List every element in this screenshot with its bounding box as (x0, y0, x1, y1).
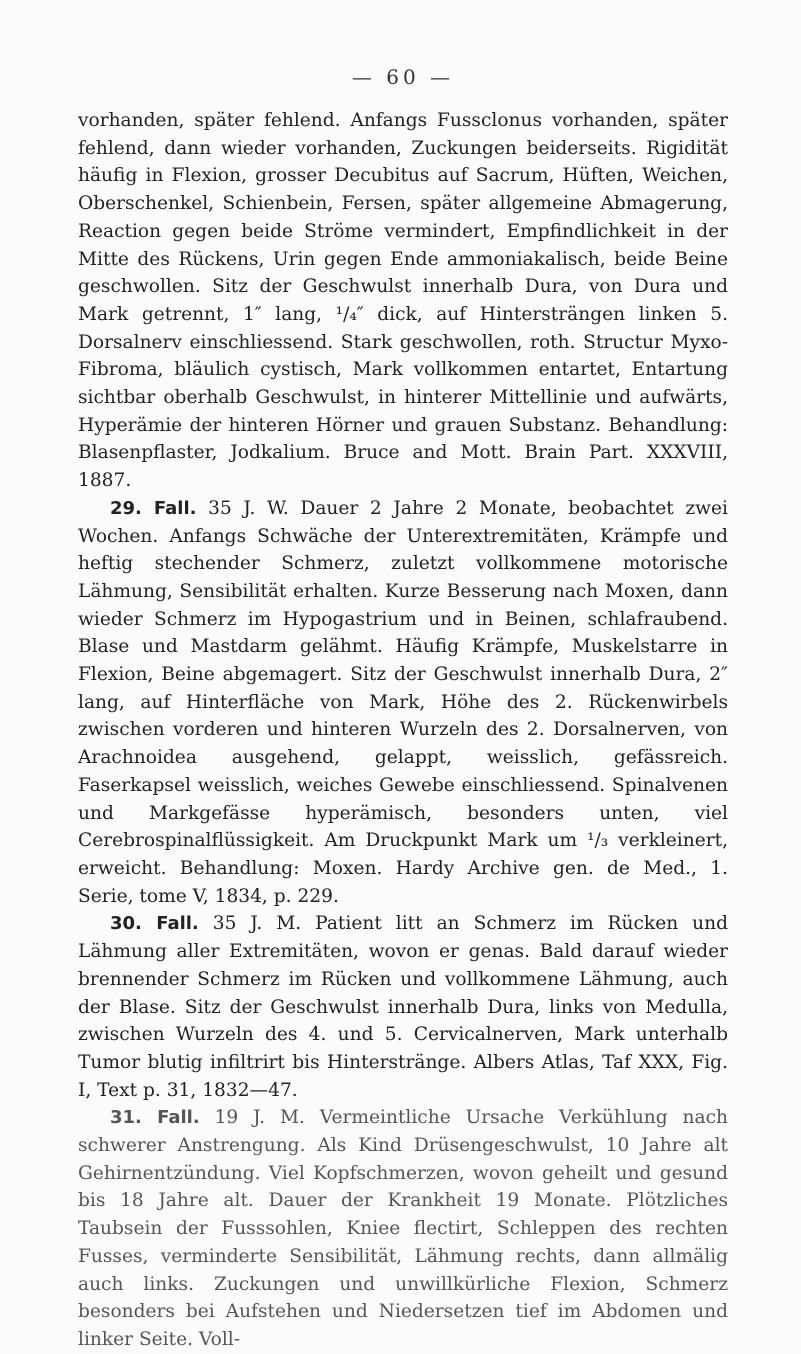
paragraph-text: 35 J. M. Patient litt an Schmerz im Rücken und Lähmung aller Extremitäten, wovon er genas. Bald darauf wieder brennender Schmerz im Rücken und vollkommene Lähmung, auch der Blase. Sitz der Geschwulst innerhalb Dura, links von Medulla, zwischen Wurzeln des 4. und 5. Cervicalnerven, Mark unterhalb Tumor blutig infiltrirt bis Hinterstränge. Albers Atlas, Taf XXX, Fig. I, Text p. 31, 1832—47. (78, 913, 728, 1101)
document-page (78, 0, 728, 1354)
case-label: 29. Fall. (110, 497, 197, 519)
paragraph-text: 19 J. M. Vermeintliche Ursache Verkühlung nach schwerer Anstrengung. Als Kind Drüsengeschwulst, 10 Jahre alt Gehirnentzündung. Viel Kopfschmerzen, wovon geheilt und gesund bis 18 Jahre alt. Dauer der Krankheit 19 Monate. Plötzliches Taubsein der Fusssohlen, Kniee flectirt, Schleppen des rechten Fusses, verminderte Sensibilität, Lähmung rechts, dann allmälig auch links. Zuckungen und unwillkürliche Flexion, Schmerz besonders bei Aufstehen und Niedersetzen tief im Abdomen und linker Seite. Voll- (78, 1107, 729, 1350)
case-31-paragraph (78, 1104, 728, 1353)
paragraph-continuation (78, 107, 728, 495)
case-label: 30. Fall. (110, 913, 199, 935)
case-30-paragraph (78, 910, 728, 1104)
paragraph-text: vorhanden, später fehlend. Anfangs Fussclonus vorhanden, später fehlend, dann wieder vorhanden, Zuckungen beiderseits. Rigidität häufig in Flexion, grosser Decubitus auf Sacrum, Hüften, Weichen, Oberschenkel, Schienbein, Fersen, später allgemeine Abmagerung, Reaction gegen beide Ströme vermindert, Empfindlichkeit in der Mitte des Rückens, Urin gegen Ende ammoniakalisch, beide Beine geschwollen. Sitz der Geschwulst innerhalb Dura, von Dura und Mark getrennt, 1″ lang, ¹/₄″ dick, auf Hintersträngen linken 5. Dorsalnerv einschliessend. Stark geschwollen, roth. Structur Myxo-Fibroma, bläulich cystisch, Mark vollkommen entartet, Entartung sichtbar oberhalb Geschwulst, in hinterer Mittellinie und aufwärts, Hyperämie der hinteren Hörner und grauen Substanz. Behandlung: Blasenpflaster, Jodkalium. Bruce and Mott. Brain Part. XXXVIII, 1887. (78, 110, 728, 492)
page-number-header: — 60 — (351, 65, 455, 89)
case-label: 31. Fall. (110, 1107, 200, 1129)
paragraph-text: 35 J. W. Dauer 2 Jahre 2 Monate, beobachtet zwei Wochen. Anfangs Schwäche der Unterextremitäten, Krämpfe und heftig stechender Schmerz, zuletzt vollkommene motorische Lähmung, Sensibilität erhalten. Kurze Besserung nach Moxen, dann wieder Schmerz im Hypogastrium und in Beinen, schlafraubend. Blase und Mastdarm gelähmt. Häufig Krämpfe, Muskelstarre in Flexion, Beine abgemagert. Sitz der Geschwulst innerhalb Dura, 2″ lang, auf Hinterfläche von Mark, Höhe des 2. Rückenwirbels zwischen vorderen und hinteren Wurzeln des 2. Dorsalnerven, von Arachnoidea ausgehend, gelappt, weisslich, gefässreich. Faserkapsel weisslich, weiches Gewebe einschliessend. Spinalvenen und Markgefässe hyperämisch, besonders unten, viel Cerebrospinalflüssigkeit. Am Druckpunkt Mark um ¹/₃ verkleinert, erweicht. Behandlung: Moxen. Hardy Archive gen. de Med., 1. Serie, tome V, 1834, p. 229. (78, 497, 728, 907)
case-29-paragraph (78, 495, 728, 911)
